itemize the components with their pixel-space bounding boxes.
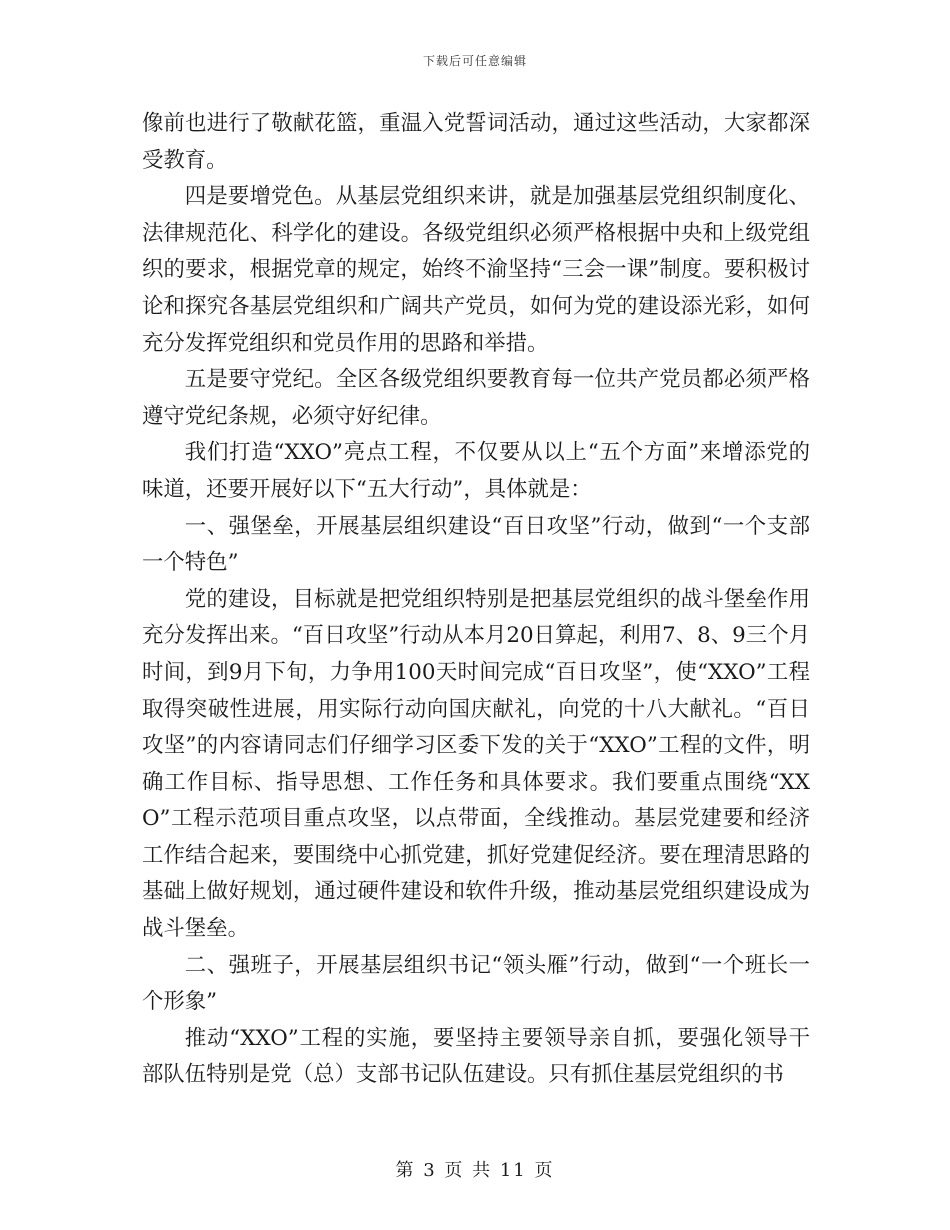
paragraph-continuation: 像前也进行了敬献花篮，重温入党誓词活动，通过这些活动，大家都深受教育。 [142,111,810,173]
paragraph-point-five: 五是要守党纪。全区各级党组织要教育每一位共产党员都必须严格遵守党纪条规，必须守好纪律。 [142,367,810,429]
paragraph-point-four: 四是要增党色。从基层党组织来讲，就是加强基层党组织制度化、法律规范化、科学化的建设。各级党组织必须严格根据中央和上级党组织的要求，根据党章的规定，始终不渝坚持“三会一课”制度。要积极讨论和探究各基层党组织和广阔共产党员，如何为党的建设添光彩，如何充分发挥党组织和党员作用的思路和举措。 [142,184,810,356]
heading-action-two: 二、强班子，开展基层组织书记“领头雁”行动，做到“一个班长一个形象” [142,952,810,1015]
document-body [142,106,810,1094]
page-header-note: 下载后可任意编辑 [422,54,527,68]
heading-action-one: 一、强堡垒，开展基层组织建设“百日攻坚”行动，做到“一个支部一个特色” [142,513,810,576]
paragraph-five-actions-intro: 我们打造“XXO”亮点工程，不仅要从以上“五个方面”来增添党的味道，还要开展好以下“五大行动”，具体就是： [142,440,810,502]
page-number: 第 3 页 共 11 页 [395,1160,555,1181]
paragraph-action-two-body: 推动“XXO”工程的实施，要坚持主要领导亲自抓，要强化领导干部队伍特别是党（总）支部书记队伍建设。只有抓住基层党组织的书 [142,1025,810,1088]
paragraph-action-one-body: 党的建设，目标就是把党组织特别是把基层党组织的战斗堡垒作用充分发挥出来。“百日攻坚”行动从本月20日算起，利用7、8、9三个月时间，到9月下旬，力争用100天时间完成“百日攻坚”，使“XXO”工程取得突破性进展，用实际行动向国庆献礼，向党的十八大献礼。“百日攻坚”的内容请同志们仔细学习区委下发的关于“XXO”工程的文件，明确工作目标、指导思想、工作任务和具体要求。我们要重点围绕“XXO”工程示范项目重点攻坚，以点带面，全线推动。基层党建要和经济工作结合起来，要围绕中心抓党建，抓好党建促经济。要在理清思路的基础上做好规划，通过硬件建设和软件升级，推动基层党组织建设成为战斗堡垒。 [142,586,810,942]
